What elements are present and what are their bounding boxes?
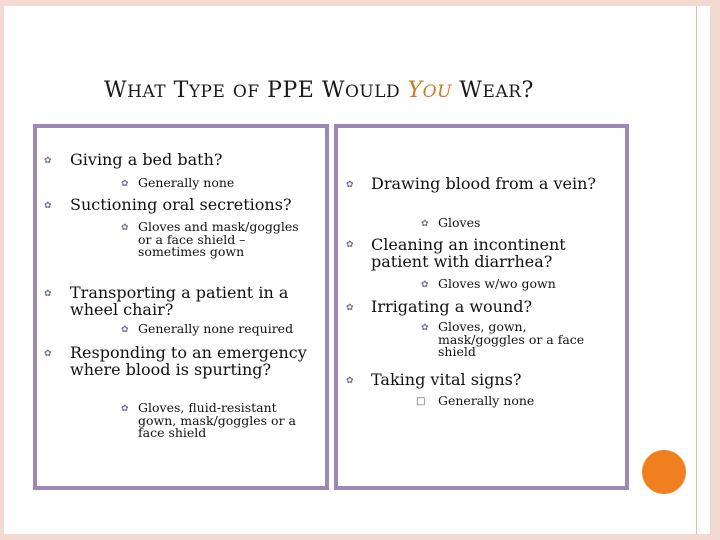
- question-wheelchair: Transporting a patient in a wheel chair?: [70, 283, 289, 319]
- decorative-rule: [696, 6, 697, 534]
- decorative-orange-circle: [642, 450, 686, 494]
- bullet-icon: ✿: [44, 156, 52, 166]
- question-suctioning: Suctioning oral secretions?: [70, 195, 292, 214]
- question-emergency: Responding to an emergency where blood is spurting?: [70, 343, 307, 379]
- question-bed-bath: Giving a bed bath?: [70, 150, 223, 169]
- answer-irrigating: Gloves, gown, mask/goggles or a face shield: [438, 319, 585, 359]
- missing-glyph-icon: □: [416, 396, 426, 407]
- bullet-icon: ✿: [421, 323, 429, 333]
- question-vital-signs: Taking vital signs?: [371, 370, 522, 389]
- answer-incontinent: Gloves w/wo gown: [438, 276, 556, 291]
- bullet-icon: ✿: [346, 180, 354, 190]
- answer-wheelchair: Generally none required: [138, 321, 294, 336]
- bullet-icon: ✿: [346, 303, 354, 313]
- frame-left: [0, 0, 4, 540]
- answer-emergency: Gloves, fluid-resistant gown, mask/goggles or a face shield: [138, 400, 296, 440]
- answer-suctioning: Gloves and mask/goggles or a face shield – sometimes gown: [138, 219, 299, 259]
- bullet-icon: ✿: [121, 325, 129, 335]
- question-drawing-blood: Drawing blood from a vein?: [371, 174, 597, 193]
- answer-drawing-blood: Gloves: [438, 215, 481, 230]
- frame-right: [710, 0, 720, 540]
- frame-bottom: [0, 534, 720, 540]
- bullet-icon: ✿: [121, 179, 129, 189]
- bullet-icon: ✿: [421, 219, 429, 229]
- bullet-icon: ✿: [346, 376, 354, 386]
- slide-title: WHAT TYPE OF PPE WOULD YOU WEAR?: [104, 78, 534, 103]
- answer-vital-signs: Generally none: [438, 393, 535, 408]
- question-irrigating: Irrigating a wound?: [371, 297, 533, 316]
- bullet-icon: ✿: [121, 223, 129, 233]
- answer-bed-bath: Generally none: [138, 175, 235, 190]
- bullet-icon: ✿: [346, 240, 354, 250]
- bullet-icon: ✿: [44, 349, 52, 359]
- frame-top: [0, 0, 720, 6]
- bullet-icon: ✿: [44, 289, 52, 299]
- bullet-icon: ✿: [44, 201, 52, 211]
- question-incontinent: Cleaning an incontinent patient with diarrhea?: [371, 235, 566, 271]
- bullet-icon: ✿: [121, 404, 129, 414]
- bullet-icon: ✿: [421, 280, 429, 290]
